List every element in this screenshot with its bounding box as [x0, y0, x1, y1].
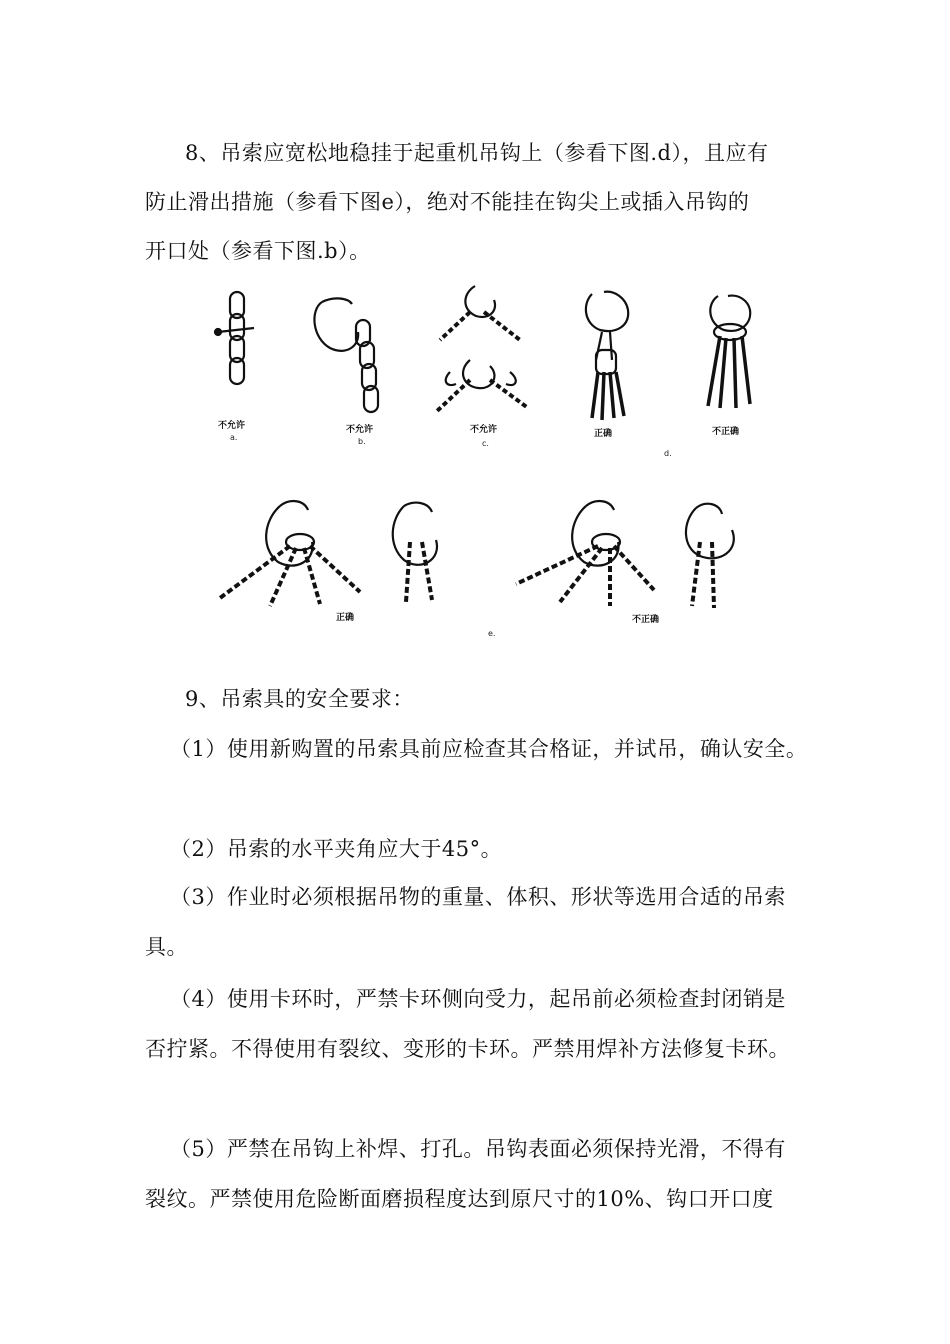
section-9-heading: 9、吊索具的安全要求： [185, 687, 414, 711]
figure-b-hook [314, 298, 378, 412]
figure-d-incorrect-hook [708, 296, 750, 408]
caption-d-correct: 正确 [594, 429, 613, 439]
figure-e-correct-hooks [220, 501, 437, 606]
item-2-line-1: （2）吊索的水平夹角应大于45°。 [170, 837, 503, 861]
figure-a-chain [215, 292, 254, 384]
letter-c: c. [482, 439, 489, 448]
item-4-line-2: 否拧紧。不得使用有裂纹、变形的卡环。严禁用焊补方法修复卡环。 [145, 1037, 790, 1061]
paragraph-8-line-3: 开口处（参看下图.b）。 [145, 239, 371, 263]
paragraph-8-line-1: 8、吊索应宽松地稳挂于起重机吊钩上（参看下图.d），且应有 [185, 141, 769, 165]
caption-e-incorrect: 不正确 [632, 615, 660, 625]
caption-b: 不允许 [346, 425, 374, 435]
item-5-line-1: （5）严禁在吊钩上补焊、打孔。吊钩表面必须保持光滑，不得有 [170, 1137, 786, 1161]
caption-c: 不允许 [470, 425, 498, 435]
item-3-line-1: （3）作业时必须根据吊物的重量、体积、形状等选用合适的吊索 [170, 885, 786, 909]
figure-d-correct-hook [586, 292, 628, 420]
item-4-line-1: （4）使用卡环时，严禁卡环侧向受力，起吊前必须检查封闭销是 [170, 987, 786, 1011]
letter-b: b. [358, 437, 366, 446]
hook-sling-illustration [200, 280, 740, 650]
letter-d: d. [664, 449, 672, 458]
caption-a: 不允许 [218, 421, 246, 431]
figure-c-hooks [436, 286, 528, 412]
item-5-line-2: 裂纹。严禁使用危险断面磨损程度达到原尺寸的10%、钩口开口度 [145, 1187, 774, 1211]
caption-e-correct: 正确 [336, 613, 355, 623]
letter-e: e. [488, 629, 496, 638]
letter-a: a. [230, 433, 238, 442]
item-3-line-2: 具。 [145, 935, 188, 959]
item-1-line-1: （1）使用新购置的吊索具前应检查其合格证，并试吊，确认安全。 [170, 737, 808, 761]
hook-sling-figure [200, 280, 740, 650]
caption-d-incorrect: 不正确 [712, 427, 740, 437]
paragraph-8-line-2: 防止滑出措施（参看下图e），绝对不能挂在钩尖上或插入吊钩的 [145, 190, 750, 214]
figure-e-incorrect-hooks [516, 501, 734, 608]
